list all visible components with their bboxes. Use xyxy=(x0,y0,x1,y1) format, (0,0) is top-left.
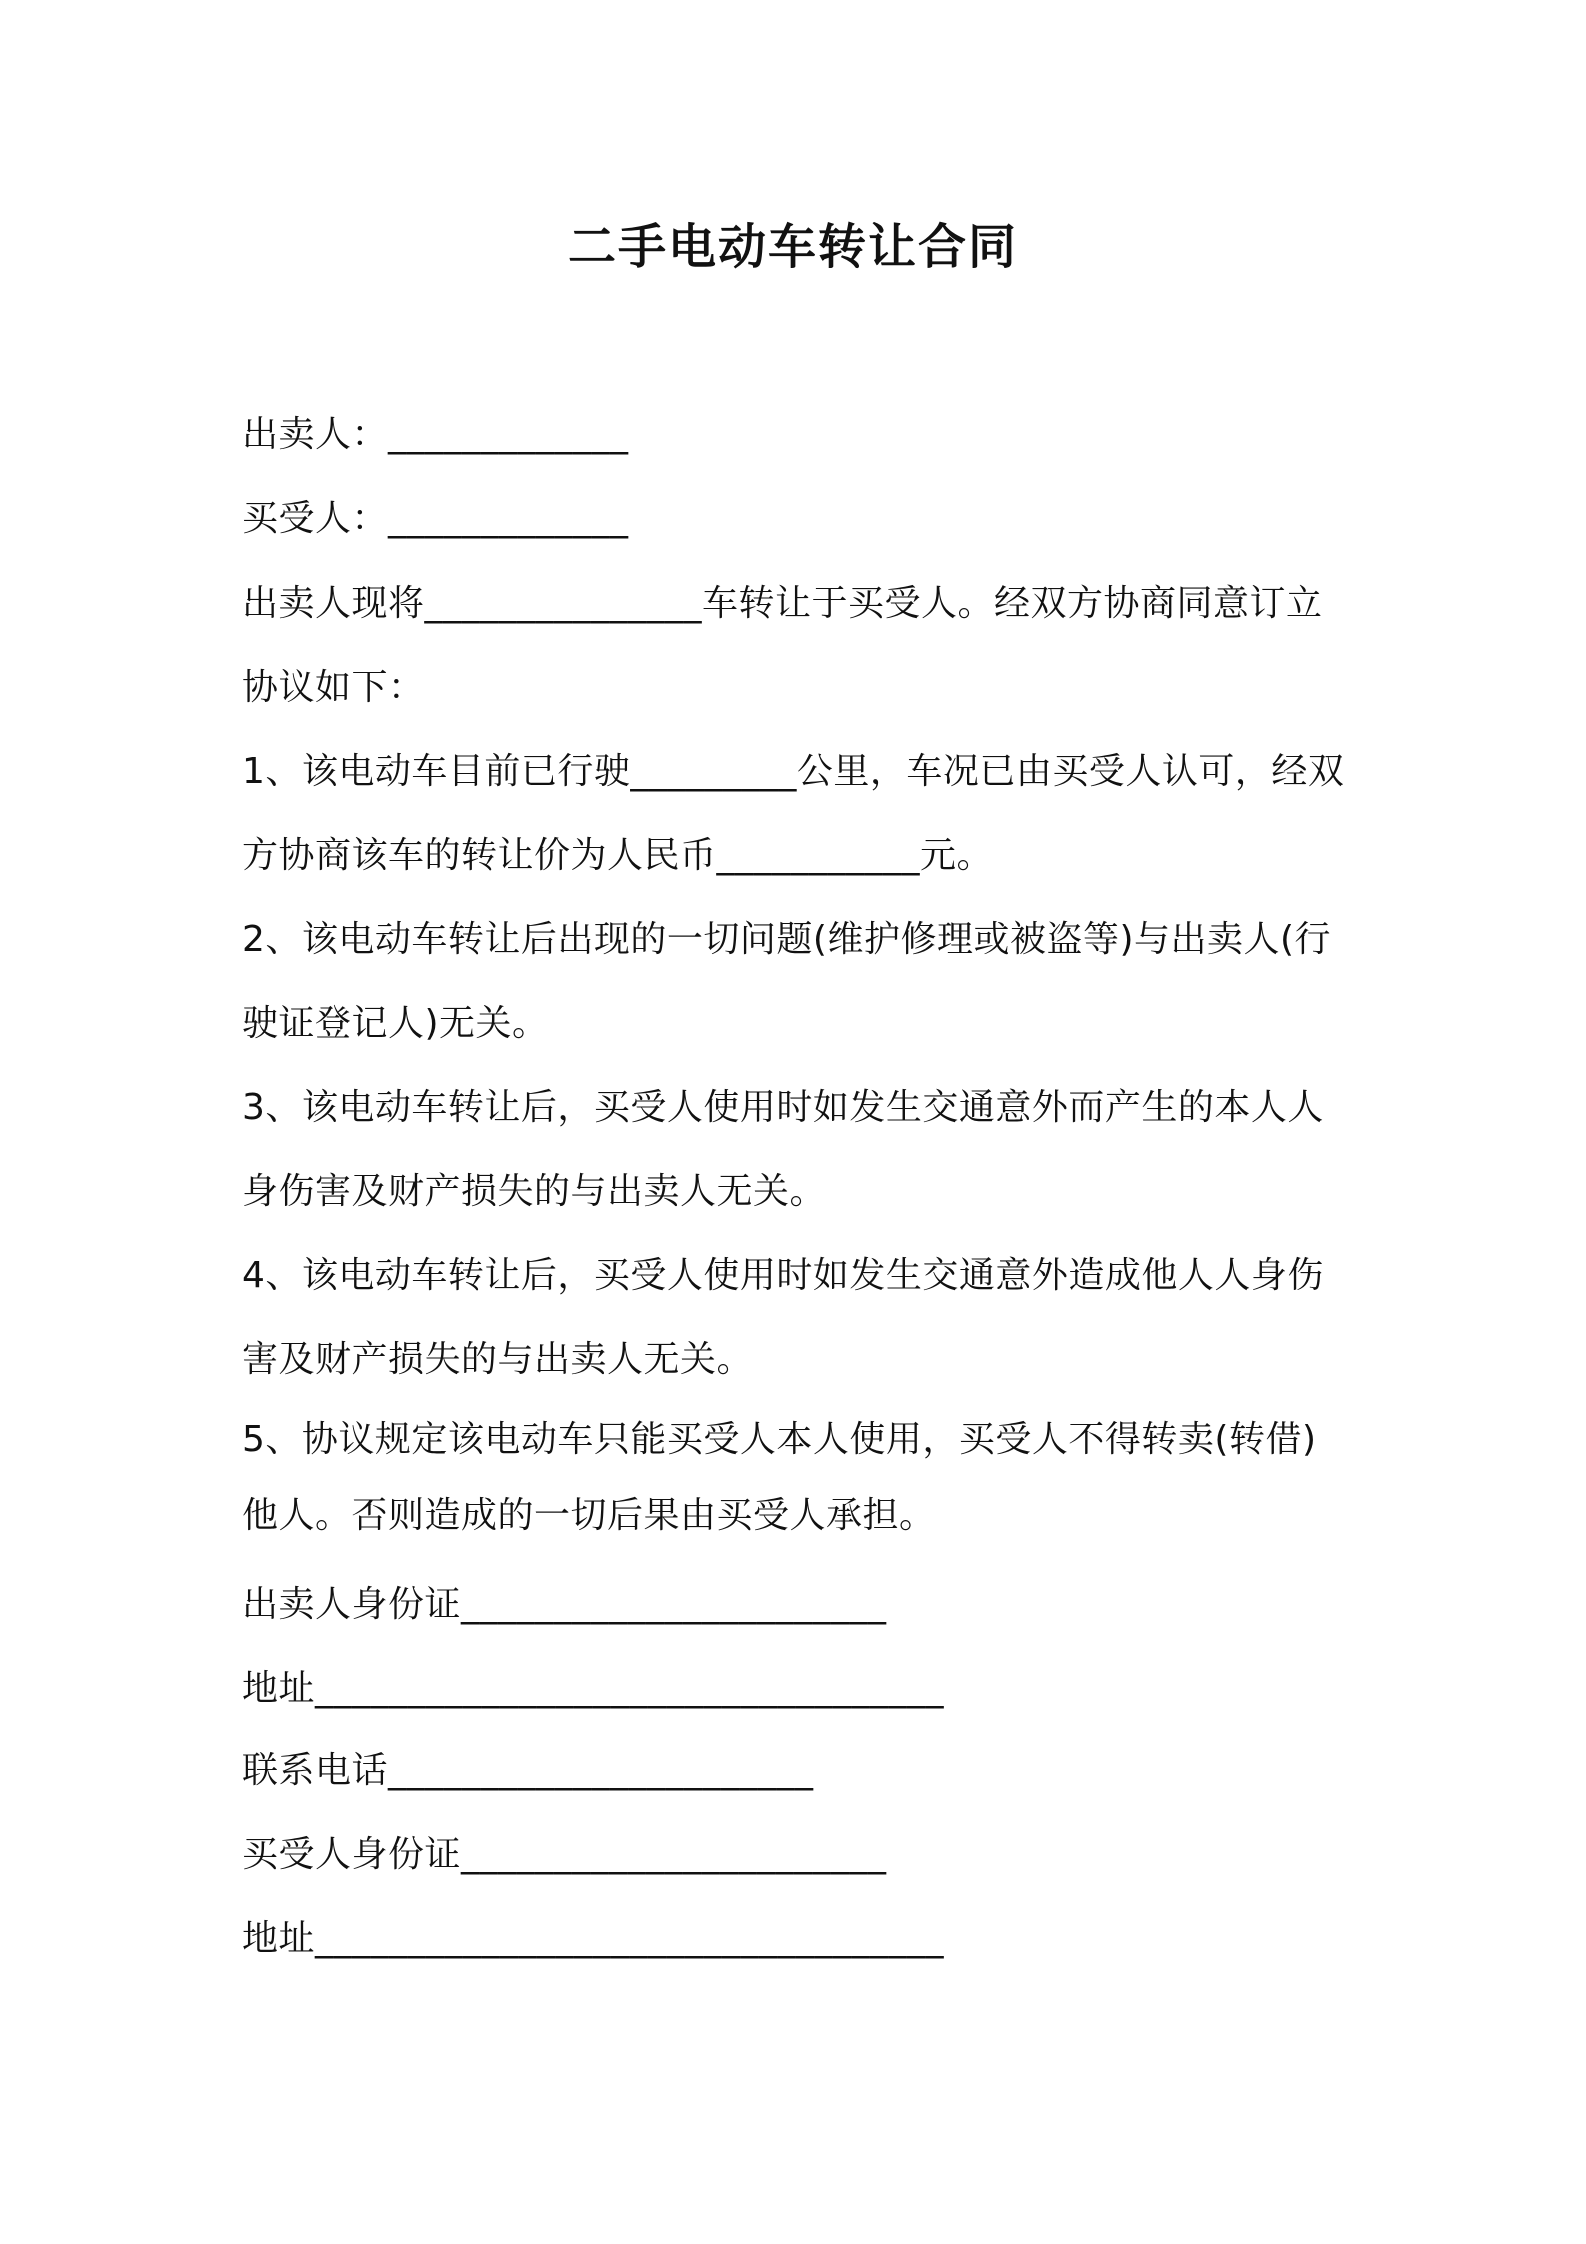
seller-line: 出卖人：_____________ xyxy=(242,414,629,455)
seller-id-field: 出卖人身份证_______________________ xyxy=(242,1584,887,1625)
clause-4-line-1: 4、该电动车转让后，买受人使用时如发生交通意外造成他人人身伤 xyxy=(242,1255,1324,1296)
clause-3-line-1: 3、该电动车转让后，买受人使用时如发生交通意外而产生的本人人 xyxy=(242,1087,1324,1128)
clause-2-line-2: 驶证登记人)无关。 xyxy=(242,1003,549,1044)
clause-3 xyxy=(242,1066,1362,1234)
clause-5-line-1: 5、协议规定该电动车只能买受人本人使用，买受人不得转卖(转借) xyxy=(242,1419,1317,1460)
clause-2-line-1: 2、该电动车转让后出现的一切问题(维护修理或被盗等)与出卖人(行 xyxy=(242,919,1332,960)
clause-2 xyxy=(242,898,1362,1066)
clause-3-line-2: 身伤害及财产损失的与出卖人无关。 xyxy=(242,1171,827,1212)
clause-1-line-2: 方协商该车的转让价为人民币___________元。 xyxy=(242,835,994,876)
clause-5 xyxy=(242,1402,1362,1554)
clause-1 xyxy=(242,730,1362,898)
buyer-id-field: 买受人身份证_______________________ xyxy=(242,1834,887,1875)
clause-4-line-2: 害及财产损失的与出卖人无关。 xyxy=(242,1339,754,1380)
clause-5-line-2: 他人。否则造成的一切后果由买受人承担。 xyxy=(242,1495,936,1536)
intro-line-2: 协议如下： xyxy=(242,667,425,708)
intro-line-1: 出卖人现将_______________车转让于买受人。经双方协商同意订立 xyxy=(242,583,1323,624)
buyer-address-field: 地址__________________________________ xyxy=(242,1918,944,1959)
document-title: 二手电动车转让合同 xyxy=(567,219,1018,275)
seller-phone-field: 联系电话_______________________ xyxy=(242,1750,814,1791)
clause-4 xyxy=(242,1234,1362,1402)
intro-paragraph xyxy=(242,562,1362,730)
clause-1-line-1: 1、该电动车目前已行驶_________公里，车况已由买受人认可，经双 xyxy=(242,751,1345,792)
buyer-line: 买受人：_____________ xyxy=(242,498,629,539)
seller-address-field: 地址__________________________________ xyxy=(242,1668,944,1709)
